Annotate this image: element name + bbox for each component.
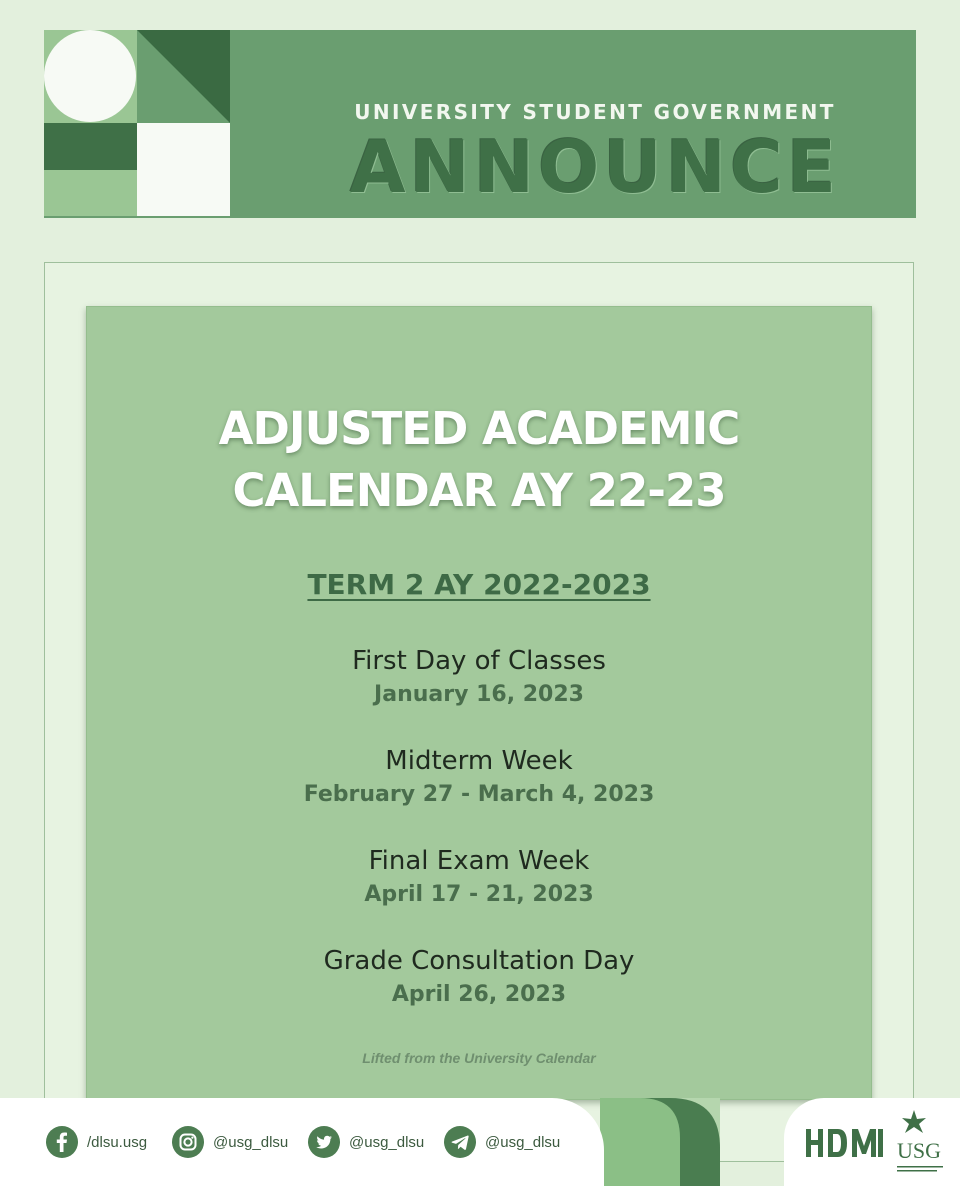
social-instagram[interactable] xyxy=(172,1124,288,1160)
announcement-title xyxy=(86,398,872,522)
event-date: April 17 - 21, 2023 xyxy=(364,882,594,907)
event-item xyxy=(86,644,872,712)
event-date: February 27 - March 4, 2023 xyxy=(303,782,655,807)
term-heading: TERM 2 AY 2022-2023 xyxy=(307,568,651,601)
event-item xyxy=(86,744,872,812)
social-handle: /dlsu.usg xyxy=(87,1133,148,1151)
social-twitter[interactable] xyxy=(308,1124,424,1160)
social-handle: @usg_dlsu xyxy=(485,1133,561,1151)
social-handle: @usg_dlsu xyxy=(213,1133,289,1151)
twitter-icon xyxy=(308,1126,340,1158)
event-date: April 26, 2023 xyxy=(391,982,567,1007)
announcement-card xyxy=(86,306,872,1100)
header-banner xyxy=(44,30,916,218)
social-telegram[interactable] xyxy=(444,1124,560,1160)
social-facebook[interactable] xyxy=(46,1124,147,1160)
social-handle: @usg_dlsu xyxy=(349,1133,425,1151)
geometric-pattern xyxy=(44,30,230,216)
hdm-logo xyxy=(806,1126,884,1160)
event-name: Final Exam Week xyxy=(368,846,590,876)
header-title: ANNOUNCE xyxy=(349,125,841,209)
title-line-1: ADJUSTED ACADEMIC xyxy=(218,402,740,455)
usg-logo-text: USG xyxy=(897,1138,942,1163)
event-name: Midterm Week xyxy=(385,746,573,776)
event-name: First Day of Classes xyxy=(352,646,606,676)
title-line-2: CALENDAR AY 22-23 xyxy=(232,464,726,517)
facebook-icon xyxy=(46,1126,78,1158)
instagram-icon xyxy=(172,1126,204,1158)
organization-name: UNIVERSITY STUDENT GOVERNMENT xyxy=(354,100,836,124)
event-date: January 16, 2023 xyxy=(374,682,584,707)
source-note: Lifted from the University Calendar xyxy=(362,1050,596,1066)
event-item xyxy=(86,844,872,912)
event-name: Grade Consultation Day xyxy=(323,946,635,976)
event-item xyxy=(86,944,872,1012)
telegram-icon xyxy=(444,1126,476,1158)
